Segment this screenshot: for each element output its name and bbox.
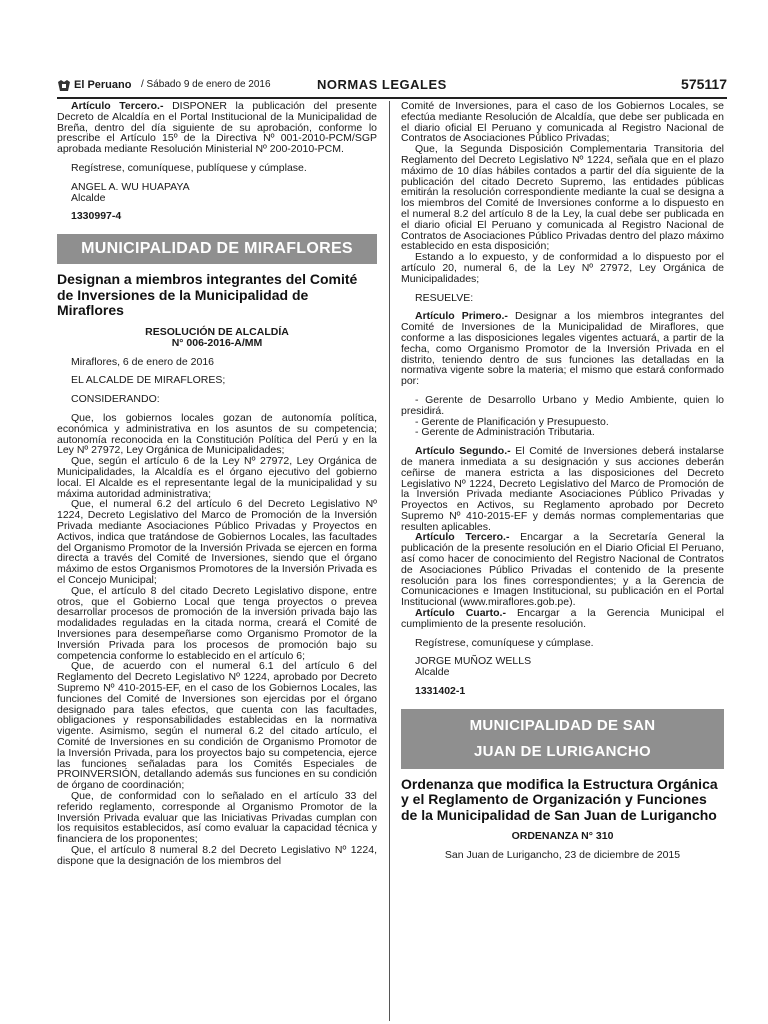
- page-header: [57, 78, 727, 96]
- column-divider: [389, 101, 390, 1021]
- signer-name: JORGE MUÑOZ WELLS: [415, 655, 532, 668]
- institution-banner: MUNICIPALIDAD DE MIRAFLORES: [57, 234, 377, 264]
- article-paragraph: [57, 101, 377, 155]
- place-date: San Juan de Lurigancho, 23 de diciembre de 2015: [444, 849, 681, 862]
- section-title: NORMAS LEGALES: [317, 77, 447, 92]
- article-label: Artículo Tercero.-: [415, 531, 510, 544]
- article-text: Encargar a la Secretaría General la publicación de la presente resolución en el Diario Oficial El Peruano, así como hacer de conocimiento del Registro Nacional de Contratos de Asociaciones Público Privadas el contenido de la presente resolución para los fines correspondientes; y a la Gerencia de Comunicaciones e Imagen Institucional, su publicación en el Portal Institucional (www.miraflores.gob.pe).: [401, 531, 724, 609]
- considerando-paragraph: Que, de conformidad con lo señalado en el artículo 33 del referido reglamento, corresponde al Organismo Promotor de la Inversión Privada evaluar que las Iniciativas Privadas cumplan con los requisitos establecidos, así como evaluar la capacidad técnica y financiera de los proponentes;: [57, 789, 377, 846]
- article-paragraph: [401, 608, 724, 630]
- page-number: 575117: [681, 76, 727, 92]
- member-item: - Gerente de Planificación y Presupuesto.: [415, 415, 609, 428]
- considerando-paragraph: Que, según el artículo 6 de la Ley Nº 27972, Ley Orgánica de Municipalidades, la Alcaldía es el órgano ejecutivo del gobierno local. El Alcalde es el representante legal de la municipalidad y su máxima autoridad administrativa;: [57, 455, 377, 500]
- considerando-paragraph: Que, el numeral 6.2 del artículo 6 del Decreto Legislativo Nº 1224, Decreto Legislativo del Marco de Promoción de la Inversión Privada mediante Asociaciones Público Privadas y Proyectos en Activos, indica que tratándose de Gobiernos Locales, las facultades del Organismo Promotor de la Inversión Privada se ejercen en forma directa a través del Comité de Inversiones, siendo que el órgano máximo de estos Organismos Promotores de la Inversión Privada es el Concejo Municipal;: [57, 498, 377, 587]
- banner-line: JUAN DE LURIGANCHO: [473, 742, 652, 760]
- institution-banner: [401, 709, 724, 769]
- ordinance-number: ORDENANZA N° 310: [511, 830, 614, 843]
- place-date: Miraflores, 6 de enero de 2016: [71, 355, 215, 368]
- header-rule: [57, 97, 727, 99]
- signer-title: Alcalde: [415, 666, 450, 679]
- publication-name: El Peruano: [74, 79, 132, 91]
- document-code: 1331402-1: [415, 685, 466, 698]
- article-paragraph: [401, 532, 724, 608]
- article-paragraph: [401, 311, 724, 387]
- considerando-heading: CONSIDERANDO:: [71, 393, 160, 406]
- right-column: [401, 101, 724, 861]
- authority: EL ALCALDE DE MIRAFLORES;: [71, 374, 226, 387]
- closing-formula: Regístrese, comuníquese, publíquese y cúmplase.: [71, 161, 307, 174]
- article-text: DISPONER la publicación del presente Decreto de Alcaldía en el Portal Institucional de la Municipalidad de Breña, dentro del día siguiente de su aprobación, conforme lo prescribe el Artículo 15º de la Directiva Nº 001-2010-PCM/SGP aprobada mediante Resolución Ministerial Nº 200-2010-PCM.: [57, 100, 377, 156]
- signer-title: Alcalde: [71, 191, 106, 204]
- article-text: Encargar a la Gerencia Municipal el cumplimiento de la presente resolución.: [401, 607, 724, 630]
- peruano-shield-icon: [57, 80, 71, 92]
- considerando-paragraph: Que, la Segunda Disposición Complementaria Transitoria del Reglamento del Decreto Legislativo Nº 1224, señala que en el plazo máximo de 10 días hábiles contados a partir del día siguiente de la publicación del citado Decreto Supremo, las entidades públicas emitirán la resolución correspondiente mediante la cual se designa a los miembros del Comité de Inversiones conforme a lo dispuesto en el numeral 8.2 del artículo 8 de la Ley, la cual debe ser publicada en el diario oficial El Peruano y comunicada al Registro Nacional de Contratos de Asociaciones Público Privadas dentro del plazo máximo establecido en esta disposición;: [401, 143, 724, 253]
- member-item: - Gerente de Administración Tributaria.: [415, 426, 595, 439]
- publication-date: / Sábado 9 de enero de 2016: [141, 79, 271, 90]
- considerando-paragraph: Que, el artículo 8 del citado Decreto Legislativo dispone, entre otros, que el Gobierno Local que tenga proyectos o prevea desarrollar procesos de promoción de la inversión privada bajo las modalidades reguladas en la citada norma, creará el Comité de Inversiones para desempeñarse como Organismo Promotor de la Inversión Privada para los procesos de promoción bajo su competencia conforme lo establecido en el artículo 6;: [57, 584, 377, 662]
- resolution-label: RESOLUCIÓN DE ALCALDÍA: [145, 325, 289, 338]
- norm-title: Designan a miembros integrantes del Comité de Inversiones de la Municipalidad de Miraflores: [57, 271, 358, 319]
- closing-formula: Regístrese, comuníquese y cúmplase.: [415, 636, 594, 649]
- article-label: Artículo Tercero.-: [71, 100, 164, 112]
- considerando-paragraph: Que, el artículo 8 numeral 8.2 del Decreto Legislativo Nº 1224, dispone que la designación de los miembros del: [57, 843, 377, 867]
- resuelve-heading: RESUELVE:: [415, 291, 474, 304]
- norm-title: Ordenanza que modifica la Estructura Orgánica y el Reglamento de Organización y Funciones de la Municipalidad de San Juan de Lurigancho: [401, 775, 718, 823]
- article-label: Artículo Cuarto.-: [415, 607, 506, 620]
- article-text: Designar a los miembros integrantes del Comité de Inversiones de la Municipalidad de Miraflores, que conforme a las disposiciones legales vigentes actuará, a partir de la fecha, como Organismo Promotor de la Inversión Privada en el distrito, teniendo dentro de sus funciones las detalladas en la normativa vigente sobre la materia; el mismo que estará conformado por:: [401, 310, 725, 388]
- considerando-paragraph: Estando a lo expuesto, y de conformidad a lo dispuesto por el artículo 20, numeral 6, de la Ley Nº 27972, Ley Orgánica de Municipalidades;: [401, 251, 724, 285]
- article-label: Artículo Primero.-: [415, 310, 508, 323]
- article-text: El Comité de Inversiones deberá instalarse de manera inmediata a su designación y sus acciones deberán ceñirse de manera estricta a las disposiciones del Decreto Legislativo Nº 1224, Decreto Legislativo del Marco de Promoción de la Inversión Privada mediante Asociaciones Público Privadas y Proyectos en Activos, su Reglamento aprobado por Decreto Supremo Nº 410-2015-EF y demás normas complementarias que resulten aplicables.: [401, 445, 724, 533]
- resolution-number: N° 006-2016-A/MM: [171, 336, 263, 349]
- document-code: 1330997-4: [71, 210, 122, 223]
- member-item: - Gerente de Desarrollo Urbano y Medio Ambiente, quien lo presidirá.: [401, 393, 724, 417]
- considerando-paragraph: Que, los gobiernos locales gozan de autonomía política, económica y administrativa en los asuntos de su competencia; autonomía reconocida en la Constitución Política del Perú y en la Ley Nº 27972, Ley Orgánica de Municipalidades;: [57, 412, 377, 457]
- considerando-paragraph: Que, de acuerdo con el numeral 6.1 del artículo 6 del Reglamento del Decreto Legislativo Nº 1224, aprobado por Decreto Supremo Nº 410-2015-EF, en el caso de los Gobiernos Locales, las funciones del Comité de Inversiones son ejercidas por el órgano designado para tales efectos, que cuenta con las facultades, obligaciones y responsabilidades establecidas en la normativa vigente. Asimismo, según el numeral 6.2 del citado artículo, el Comité de Inversiones en su condición de Organismo Promotor de la Inversión Privada, para los proyectos bajo su competencia, ejerce las funciones señaladas para los Comités Especiales de PROINVERSIÓN, detallando además sus funciones en su condición de órgano de coordinación;: [57, 660, 377, 792]
- considerando-paragraph: Comité de Inversiones, para el caso de los Gobiernos Locales, se efectúa mediante Resolución de Alcaldía, que debe ser publicada en el diario oficial El Peruano y comunicada al Registro Nacional de Contratos de Asociaciones Público Privadas;: [401, 100, 724, 145]
- banner-line: MUNICIPALIDAD DE SAN: [469, 716, 656, 734]
- article-paragraph: [401, 446, 724, 532]
- article-label: Artículo Segundo.-: [415, 445, 511, 458]
- signer-name: ANGEL A. WU HUAPAYA: [71, 180, 190, 193]
- left-column: [57, 101, 377, 867]
